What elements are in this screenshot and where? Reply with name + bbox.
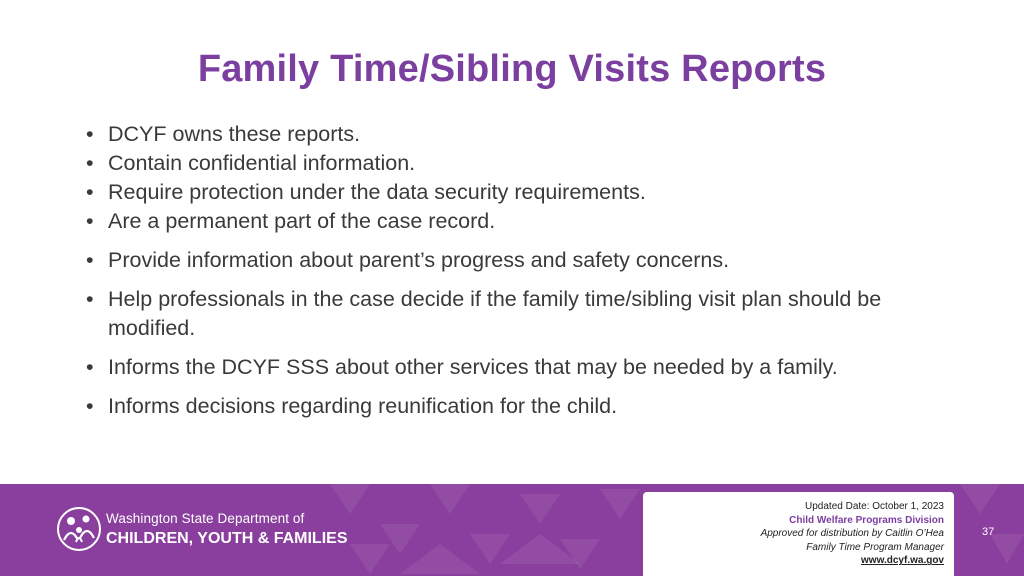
document-info-box	[643, 492, 954, 576]
website-link[interactable]: www.dcyf.wa.gov	[861, 555, 944, 567]
slide-title: Family Time/Sibling Visits Reports	[197, 48, 827, 90]
bullet-item: • Informs decisions regarding reunification for the child.	[84, 392, 964, 421]
bullet-item: • Are a permanent part of the case record.	[84, 207, 964, 236]
bullet-item: • Informs the DCYF SSS about other services that may be needed by a family.	[84, 353, 964, 382]
bullet-item: • Contain confidential information.	[84, 149, 964, 178]
approver-role: Family Time Program Manager	[806, 541, 944, 553]
updated-date: Updated Date: October 1, 2023	[805, 501, 944, 512]
bullet-item: • Help professionals in the case decide if the family time/sibling visit plan should be modified.	[84, 285, 964, 343]
bullet-list	[84, 120, 964, 421]
approval-note: Approved for distribution by Caitlin O’Hea	[760, 528, 944, 540]
org-name-line2: CHILDREN, YOUTH & FAMILIES	[106, 530, 348, 547]
org-name-line1: Washington State Department of	[106, 511, 305, 526]
division-name: Child Welfare Programs Division	[789, 514, 944, 526]
bullet-item: • DCYF owns these reports.	[84, 120, 964, 149]
page-number: 37	[982, 526, 995, 538]
dcyf-logo	[56, 506, 348, 556]
dcyf-family-seal-icon	[56, 506, 102, 552]
bullet-item: • Provide information about parent’s progress and safety concerns.	[84, 246, 964, 275]
bullet-item: • Require protection under the data security requirements.	[84, 178, 964, 207]
